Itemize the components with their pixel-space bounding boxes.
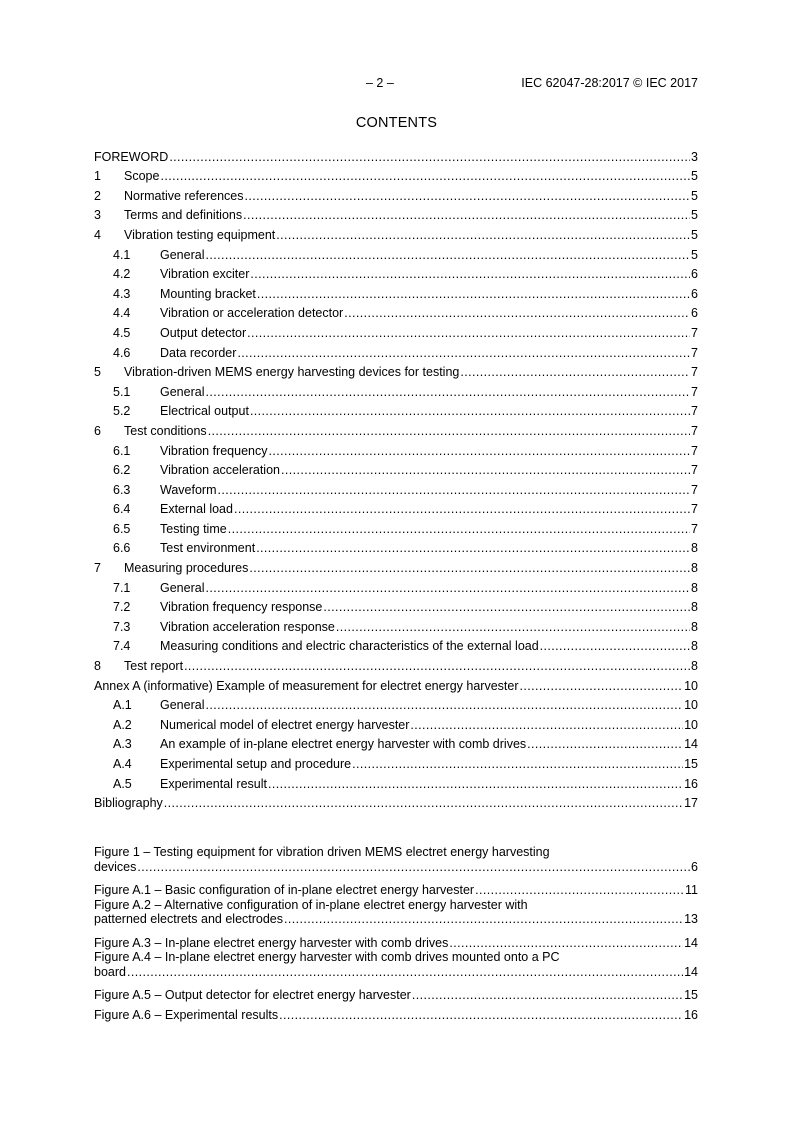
figure-entry[interactable]: [94, 845, 698, 874]
toc-entry[interactable]: [94, 400, 698, 420]
toc-entry-number: 7.2: [113, 600, 131, 615]
toc-entry[interactable]: [94, 439, 698, 459]
figure-entry-title: board: [94, 964, 126, 979]
toc-entry-number: A.1: [113, 698, 132, 713]
toc-entry-title: Test report: [124, 659, 184, 674]
toc-entry-title: Electrical output: [160, 404, 249, 419]
toc-entry-title: Vibration frequency response: [160, 600, 323, 615]
toc-entry-page: 8: [691, 619, 698, 634]
toc-entry-title: Vibration exciter: [160, 267, 250, 282]
toc-entry-title: General: [160, 580, 205, 595]
toc-entry[interactable]: [94, 145, 698, 165]
page-header: [94, 76, 698, 92]
toc-entry-number: 6.2: [113, 463, 131, 478]
figure-entry-title: Figure A.4 – In-plane electret energy harvester with comb drives mounted onto a PC: [94, 950, 560, 965]
toc-entry-number: 6.3: [113, 482, 131, 497]
toc-entry-title: Experimental setup and procedure: [160, 757, 352, 771]
toc-entry-page: 6: [691, 267, 698, 282]
toc-entry[interactable]: [94, 556, 698, 576]
dot-leader: [410, 718, 683, 733]
figure-entry-title: devices: [94, 859, 137, 874]
toc-entry-number: 4.2: [113, 267, 131, 282]
toc-entry-page: 6: [691, 306, 698, 321]
dot-leader: [169, 150, 690, 165]
toc-entry-page: 5: [691, 169, 698, 184]
toc-entry[interactable]: [94, 537, 698, 557]
toc-entry-number: 8: [94, 659, 101, 674]
toc-entry[interactable]: [94, 243, 698, 263]
figure-entry[interactable]: [94, 950, 698, 979]
toc-entry-title: Numerical model of electret energy harvester: [160, 717, 410, 732]
toc-entry[interactable]: [94, 204, 698, 224]
toc-entry-page: 7: [691, 443, 698, 458]
toc-entry[interactable]: [94, 165, 698, 185]
toc-entry-page: 7: [691, 463, 698, 478]
toc-entry-title: General: [160, 247, 205, 262]
toc-entry-number: 5: [94, 365, 101, 380]
toc-entry[interactable]: [94, 517, 698, 537]
toc-entry-title: Mounting bracket: [160, 286, 256, 301]
dot-leader: [205, 581, 690, 596]
dot-leader: [205, 385, 690, 400]
toc-entry-page: 5: [691, 247, 698, 262]
toc-entry-title: Measuring procedures: [124, 561, 249, 576]
toc-entry-title: Vibration or acceleration detector: [160, 306, 344, 321]
figure-entry[interactable]: [94, 931, 698, 951]
toc-entry[interactable]: [94, 713, 698, 733]
dot-leader: [276, 228, 690, 243]
dot-leader: [164, 796, 683, 811]
toc-entry[interactable]: [94, 752, 698, 772]
toc-entry-page: 8: [691, 600, 698, 615]
toc-entry-number: 4: [94, 227, 101, 242]
toc-entry-number: 7.4: [113, 639, 131, 654]
toc-entry-page: 7: [691, 404, 698, 419]
dot-leader: [284, 912, 683, 927]
toc-entry[interactable]: [94, 302, 698, 322]
figure-entry-page: 16: [684, 1007, 698, 1022]
dot-leader: [205, 248, 690, 263]
dot-leader: [268, 777, 683, 792]
toc-entry-title: Bibliography: [94, 796, 163, 811]
toc-entry-number: A.5: [113, 776, 132, 791]
toc-entry-page: 15: [684, 757, 698, 771]
toc-entry[interactable]: [94, 576, 698, 596]
toc-entry-page: 7: [691, 345, 698, 360]
toc-entry-number: 6.6: [113, 541, 131, 556]
toc-entry-title: External load: [160, 502, 233, 517]
dot-leader: [279, 1008, 683, 1023]
dot-leader: [234, 502, 690, 517]
toc-entry-title: Scope: [124, 169, 160, 184]
dot-leader: [527, 737, 683, 752]
toc-entry-page: 7: [691, 502, 698, 517]
toc-entry-page: 8: [691, 580, 698, 595]
dot-leader: [323, 600, 690, 615]
toc-entry-number: 4.1: [113, 247, 131, 262]
toc-entry[interactable]: [94, 361, 698, 381]
figure-entry-title: Figure 1 – Testing equipment for vibration driven MEMS electret energy harvesting: [94, 845, 550, 859]
toc-entry-number: 4.4: [113, 306, 131, 321]
toc-entry-title: Vibration-driven MEMS energy harvesting devices for testing: [124, 365, 460, 380]
list-of-figures: [94, 845, 698, 1022]
toc-entry-number: A.2: [113, 717, 132, 732]
toc-entry-number: 4.3: [113, 286, 131, 301]
dot-leader: [540, 639, 690, 654]
toc-entry[interactable]: [94, 596, 698, 616]
toc-entry-title: Output detector: [160, 325, 247, 340]
toc-entry[interactable]: [94, 635, 698, 655]
toc-entry-number: 5.1: [113, 384, 131, 399]
toc-entry-number: 7.1: [113, 580, 131, 595]
table-of-contents: [94, 145, 698, 811]
toc-entry-title: Annex A (informative) Example of measurement for electret energy harvester: [94, 678, 519, 693]
toc-entry-page: 10: [684, 717, 698, 732]
toc-entry-number: A.4: [113, 757, 132, 771]
toc-entry-number: 6.5: [113, 521, 131, 536]
toc-entry-title: Testing time: [160, 521, 227, 536]
dot-leader: [237, 346, 690, 361]
dot-leader: [205, 698, 683, 713]
toc-entry[interactable]: [94, 341, 698, 361]
toc-entry[interactable]: [94, 733, 698, 753]
toc-entry[interactable]: [94, 772, 698, 792]
toc-entry-page: 5: [691, 208, 698, 223]
toc-entry-number: 5.2: [113, 404, 131, 419]
toc-entry[interactable]: [94, 380, 698, 400]
toc-entry-page: 8: [691, 639, 698, 654]
toc-entry-page: 17: [684, 796, 698, 811]
toc-entry-page: 7: [691, 521, 698, 536]
figure-entry-page: 11: [685, 883, 698, 898]
toc-entry-title: Test conditions: [124, 423, 207, 438]
dot-leader: [352, 757, 683, 772]
toc-entry-title: Vibration acceleration: [160, 463, 280, 478]
dot-leader: [228, 522, 690, 537]
toc-entry-page: 10: [684, 678, 698, 693]
dot-leader: [184, 659, 690, 674]
toc-entry-page: 7: [691, 325, 698, 340]
toc-entry-number: 6.1: [113, 443, 131, 458]
toc-entry-page: 7: [691, 423, 698, 438]
toc-entry[interactable]: [94, 459, 698, 479]
page-title: CONTENTS: [355, 115, 438, 131]
toc-entry-title: Normative references: [124, 188, 244, 203]
toc-entry-page: 8: [691, 541, 698, 556]
toc-entry-number: 1: [94, 169, 101, 184]
toc-entry-number: 4.6: [113, 345, 131, 360]
dot-leader: [412, 988, 683, 1003]
toc-entry-number: 7.3: [113, 619, 131, 634]
figure-entry-page: 6: [691, 859, 698, 874]
dot-leader: [245, 189, 691, 204]
toc-entry[interactable]: [94, 263, 698, 283]
figure-entry-page: 13: [684, 912, 698, 927]
toc-entry-page: 3: [691, 149, 698, 164]
figure-entry[interactable]: [94, 878, 698, 898]
toc-entry-title: Vibration testing equipment: [124, 227, 276, 242]
toc-entry[interactable]: [94, 478, 698, 498]
toc-entry[interactable]: [94, 654, 698, 674]
dot-leader: [249, 561, 690, 576]
dot-leader: [475, 883, 684, 898]
toc-entry[interactable]: [94, 694, 698, 714]
figure-entry-title: Figure A.2 – Alternative configuration of in-plane electret energy harvester with: [94, 897, 528, 912]
toc-entry[interactable]: [94, 321, 698, 341]
dot-leader: [250, 404, 690, 419]
toc-entry[interactable]: [94, 223, 698, 243]
dot-leader: [268, 444, 690, 459]
toc-entry[interactable]: [94, 282, 698, 302]
dot-leader: [250, 267, 690, 282]
toc-entry[interactable]: [94, 674, 698, 694]
figure-entry-page: 15: [684, 988, 698, 1003]
figure-entry-title: Figure A.5 – Output detector for electret energy harvester: [94, 988, 411, 1003]
figure-entry-title: Figure A.6 – Experimental results: [94, 1007, 279, 1022]
figure-entry-page: 14: [684, 964, 698, 979]
dot-leader: [344, 306, 690, 321]
dot-leader: [208, 424, 690, 439]
dot-leader: [160, 169, 690, 184]
toc-entry-title: Vibration acceleration response: [160, 619, 335, 634]
toc-entry-page: 14: [684, 737, 698, 752]
figure-entry[interactable]: [94, 898, 698, 927]
toc-entry-page: 7: [691, 384, 698, 399]
figure-entry[interactable]: [94, 1003, 698, 1023]
figure-entry-title: Figure A.1 – Basic configuration of in-plane electret energy harvester: [94, 883, 475, 898]
toc-entry-title: Test environment: [160, 541, 256, 556]
toc-entry-title: General: [160, 384, 205, 399]
toc-entry-page: 16: [684, 776, 698, 791]
figure-entry-title: patterned electrets and electrodes: [94, 912, 284, 927]
toc-entry[interactable]: [94, 615, 698, 635]
toc-entry-number: 4.5: [113, 325, 131, 340]
toc-entry-page: 10: [684, 698, 698, 713]
toc-entry-page: 7: [691, 365, 698, 380]
toc-entry-title: Vibration frequency: [160, 443, 268, 458]
toc-entry-title: Experimental result: [160, 776, 267, 791]
toc-entry-title: FOREWORD: [94, 149, 169, 164]
dot-leader: [218, 483, 691, 498]
toc-entry-page: 8: [691, 659, 698, 674]
dot-leader: [257, 287, 690, 302]
toc-entry-page: 7: [691, 482, 698, 497]
figure-entry-page: 14: [684, 935, 698, 950]
toc-entry[interactable]: [94, 184, 698, 204]
dot-leader: [137, 860, 690, 875]
toc-entry-title: Terms and definitions: [124, 208, 243, 223]
toc-entry-title: Measuring conditions and electric characteristics of the external load: [160, 639, 539, 654]
toc-entry-page: 5: [691, 227, 698, 242]
document-id: IEC 62047-28:2017 © IEC 2017: [521, 76, 698, 90]
toc-entry-page: 8: [691, 561, 698, 576]
dot-leader: [520, 679, 684, 694]
toc-entry-number: A.3: [113, 737, 132, 752]
toc-entry[interactable]: [94, 419, 698, 439]
toc-entry-number: 2: [94, 188, 101, 203]
dot-leader: [127, 965, 683, 980]
figure-entry[interactable]: [94, 983, 698, 1003]
toc-entry-number: 6.4: [113, 502, 131, 517]
dot-leader: [460, 365, 690, 380]
dot-leader: [281, 463, 690, 478]
toc-entry[interactable]: [94, 498, 698, 518]
toc-entry-page: 6: [691, 286, 698, 301]
toc-entry-number: 7: [94, 561, 101, 576]
dot-leader: [247, 326, 690, 341]
toc-entry-title: General: [160, 698, 205, 713]
toc-entry-title: Data recorder: [160, 345, 237, 360]
toc-entry[interactable]: [94, 792, 698, 812]
dot-leader: [256, 541, 690, 556]
toc-entry-number: 6: [94, 423, 101, 438]
toc-entry-number: 3: [94, 208, 101, 223]
toc-entry-title: An example of in-plane electret energy harvester with comb drives: [160, 737, 527, 752]
figure-entry-title: Figure A.3 – In-plane electret energy harvester with comb drives: [94, 935, 449, 950]
dot-leader: [336, 620, 690, 635]
dot-leader: [243, 208, 690, 223]
page-number: – 2 –: [366, 76, 394, 90]
toc-entry-page: 5: [691, 188, 698, 203]
toc-entry-title: Waveform: [160, 482, 217, 497]
dot-leader: [449, 936, 683, 951]
